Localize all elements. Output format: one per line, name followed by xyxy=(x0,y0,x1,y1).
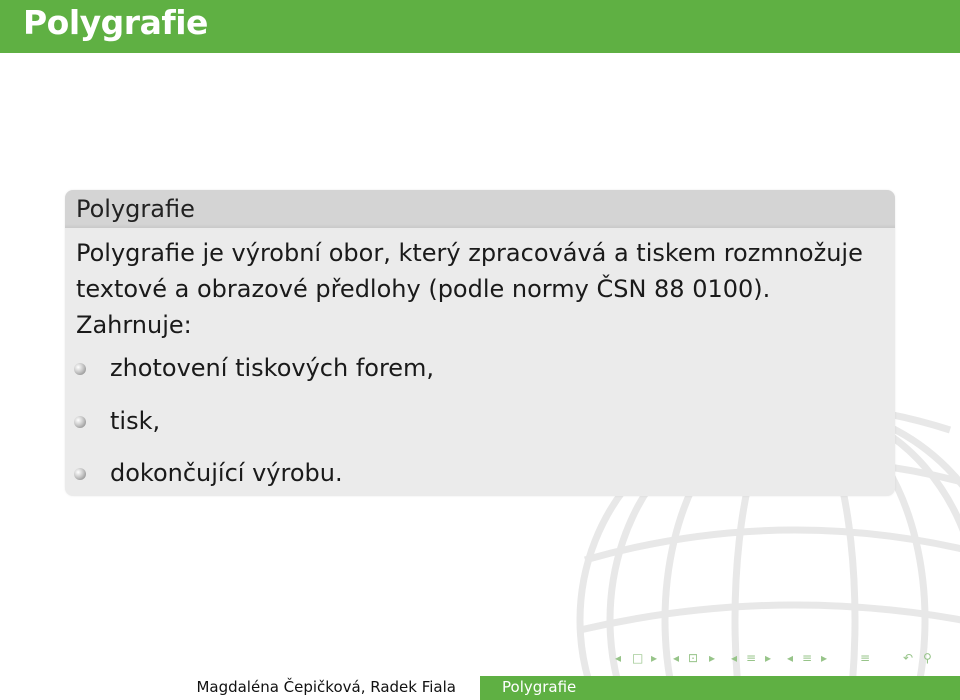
block-body xyxy=(76,235,885,343)
section-next-icon[interactable]: ▸ xyxy=(765,651,772,665)
subsection-next-icon[interactable]: ▸ xyxy=(709,651,716,665)
frame-prev-icon[interactable]: ◂ xyxy=(615,651,622,665)
footer-authors: Magdaléna Čepičková, Radek Fiala xyxy=(196,678,456,696)
section-icon[interactable]: ≡ xyxy=(746,651,757,665)
section-prev-icon[interactable]: ◂ xyxy=(731,651,738,665)
footer-bar xyxy=(0,676,960,700)
header-bar xyxy=(0,0,960,53)
subsection-icon[interactable]: ⊡ xyxy=(688,651,699,665)
list-item: zhotovení tiskových forem, xyxy=(110,354,434,382)
navigation-bar xyxy=(615,651,955,667)
document-icon[interactable]: ≡ xyxy=(860,651,871,665)
search-icon[interactable]: ⚲ xyxy=(923,651,932,665)
footer-title: Polygrafie xyxy=(502,678,577,696)
bullet-ball-icon xyxy=(74,416,86,428)
slide-title: Polygrafie xyxy=(23,3,208,42)
footer-left xyxy=(0,676,480,700)
includes-label: Zahrnuje: xyxy=(76,311,192,339)
undo-icon[interactable]: ↶ xyxy=(903,651,914,665)
frame-icon[interactable]: □ xyxy=(632,651,644,665)
subsection-prev-icon[interactable]: ◂ xyxy=(673,651,680,665)
frame-next-icon[interactable]: ▸ xyxy=(651,651,658,665)
list-item: tisk, xyxy=(110,407,160,435)
part-next-icon[interactable]: ▸ xyxy=(821,651,828,665)
block-title-bar xyxy=(65,190,895,228)
definition-line-1: Polygrafie je výrobní obor, který zpracovává a tiskem rozmnožuje xyxy=(76,239,863,267)
definition-line-2: textové a obrazové předlohy (podle normy ČSN 88 0100). xyxy=(76,275,771,303)
list-item: dokončující výrobu. xyxy=(110,459,343,487)
content-block xyxy=(65,190,895,496)
footer-right xyxy=(480,676,960,700)
block-title: Polygrafie xyxy=(76,195,195,223)
bullet-ball-icon xyxy=(74,468,86,480)
part-prev-icon[interactable]: ◂ xyxy=(787,651,794,665)
bullet-ball-icon xyxy=(74,363,86,375)
part-icon[interactable]: ≡ xyxy=(802,651,813,665)
